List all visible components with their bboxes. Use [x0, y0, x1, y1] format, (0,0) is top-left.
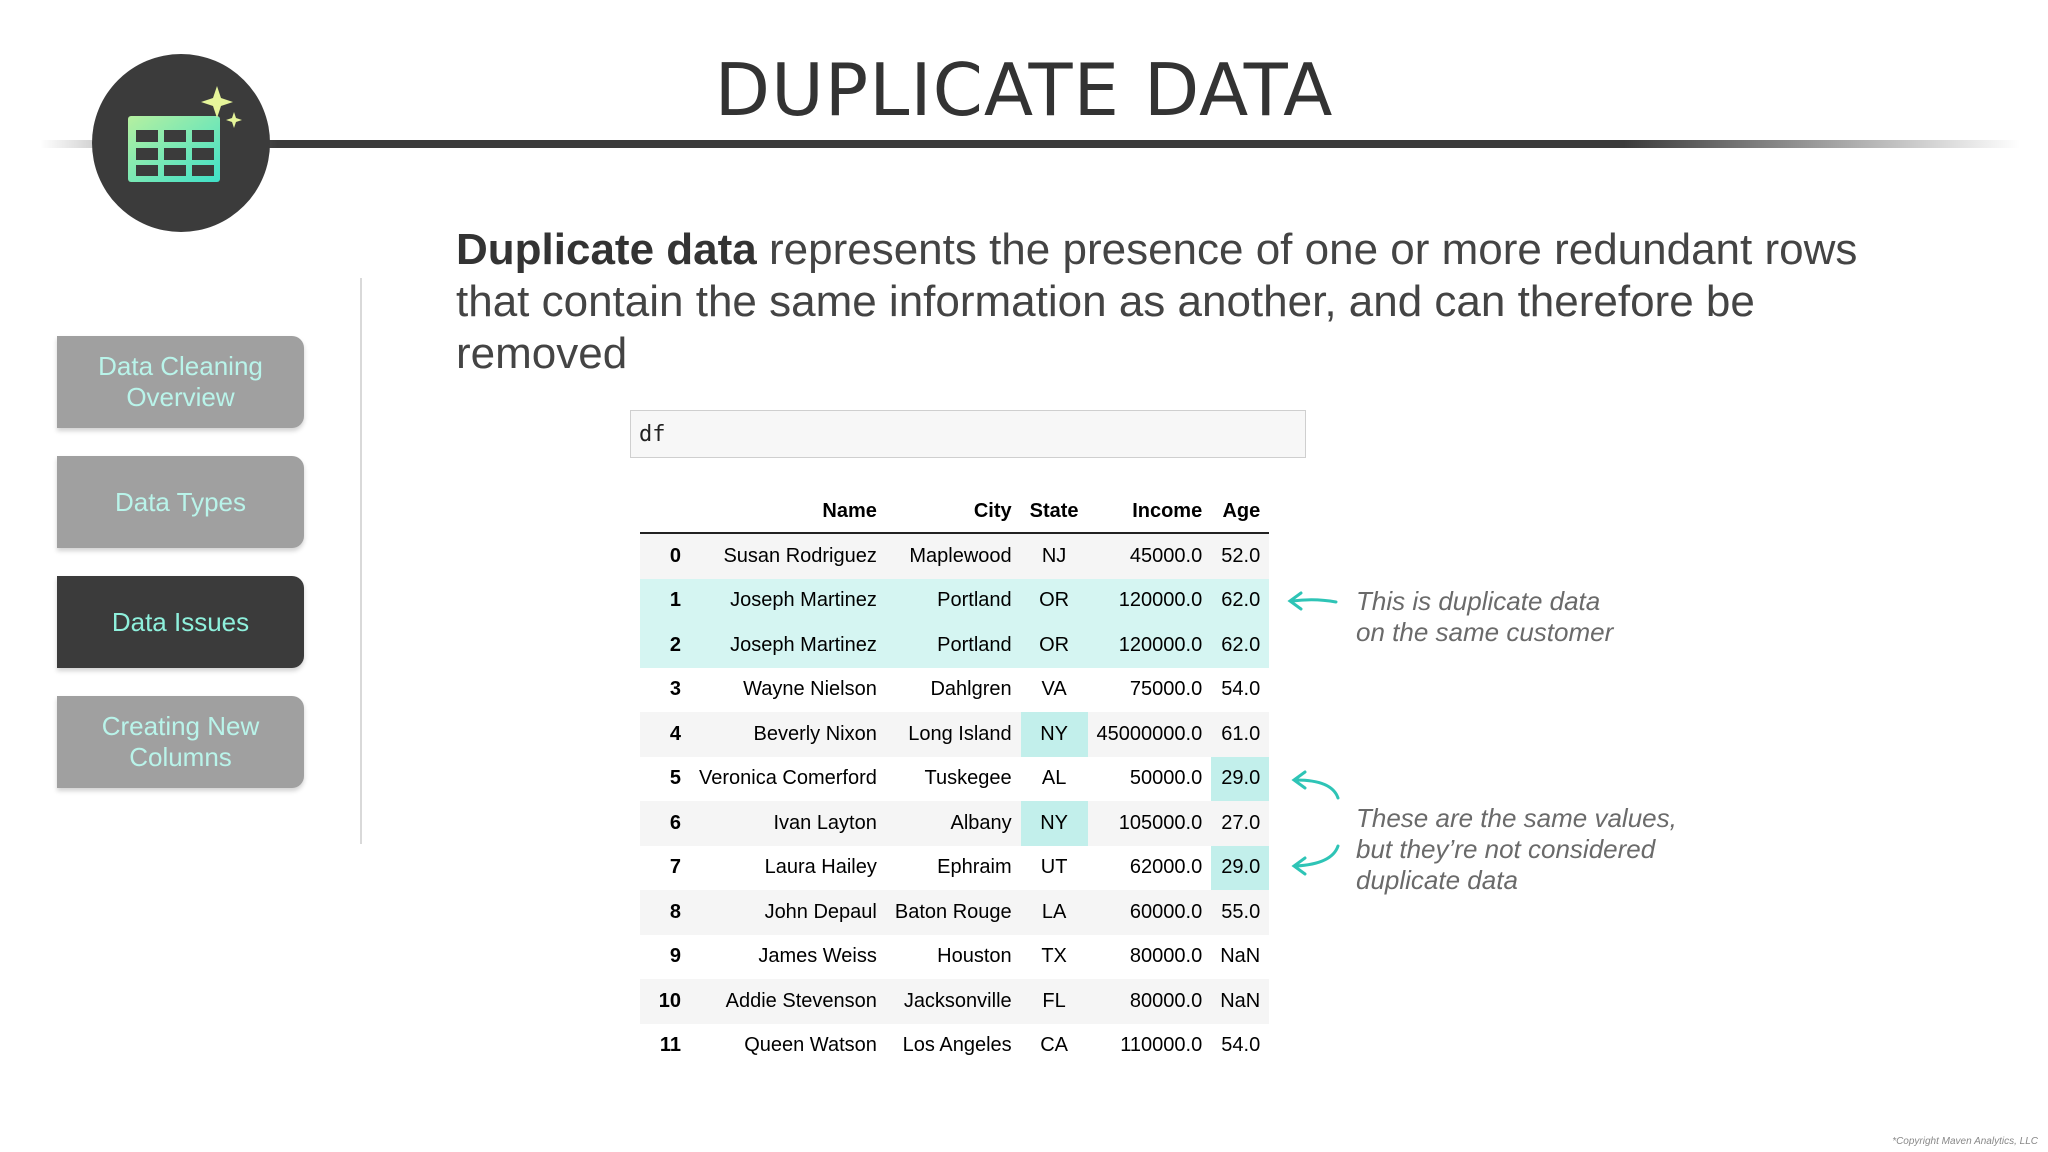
cell-state-highlighted: NY [1021, 801, 1088, 846]
nav-item-data-types[interactable] [57, 456, 304, 548]
cell-city: Jacksonville [886, 979, 1021, 1024]
cell-name: Laura Hailey [764, 856, 877, 879]
cell-state: LA [1021, 890, 1088, 935]
same-values-arrow-top-icon [1296, 780, 1338, 798]
note-line: These are the same values, [1356, 803, 1677, 833]
cell-income: 50000.0 [1129, 767, 1203, 790]
row-index: 6 [640, 801, 690, 846]
cell-name: Wayne Nielson [743, 678, 877, 701]
table-row [640, 935, 1269, 980]
cell-state: OR [1021, 579, 1088, 624]
intro-rest: represents the presence of one or more redundant rows that contain the same information as another, and can therefore be removed [456, 225, 1858, 378]
table-header-row [640, 490, 1269, 533]
nav-item-creating-new-columns[interactable] [57, 696, 304, 788]
same-values-arrowhead-bottom-icon [1294, 858, 1305, 874]
cell-age-highlighted: 29.0 [1211, 757, 1269, 802]
cell-income: 105000.0 [1088, 801, 1212, 846]
same-values-arrowhead-top-icon [1294, 772, 1305, 788]
cell-name: Veronica Comerford [699, 767, 877, 790]
column-header: City [973, 499, 1012, 522]
row-index: 7 [669, 856, 681, 879]
row-index: 0 [640, 533, 690, 579]
nav-item-label: Data Cleaning Overview [98, 351, 263, 412]
table-row [640, 979, 1269, 1024]
nav-item-data-issues[interactable] [57, 576, 304, 668]
nav-item-data-cleaning-overview[interactable] [57, 336, 304, 428]
duplicate-arrow-icon [1292, 600, 1336, 602]
cell-state: UT [1040, 856, 1068, 879]
note-line: This is duplicate data [1356, 586, 1601, 616]
cell-age: 62.0 [1211, 623, 1269, 668]
cell-age: 52.0 [1211, 533, 1269, 579]
cell-city: Portland [886, 623, 1021, 668]
cell-state: OR [1021, 623, 1088, 668]
row-index: 11 [659, 1034, 681, 1057]
cell-city: Dahlgren [930, 678, 1012, 701]
title-divider [40, 140, 2020, 148]
column-header: Age [1222, 499, 1261, 522]
cell-city: Baton Rouge [886, 890, 1021, 935]
cell-income: 120000.0 [1088, 579, 1212, 624]
column-header: Name [822, 499, 877, 522]
same-values-note [1356, 803, 1677, 896]
column-header: Income [1132, 499, 1203, 522]
intro-bold: Duplicate data [456, 225, 757, 274]
table-row [640, 757, 1269, 802]
row-index: 2 [640, 623, 690, 668]
cell-state: CA [1040, 1034, 1068, 1057]
duplicate-note [1356, 586, 1613, 648]
cell-name: John Depaul [690, 890, 886, 935]
cell-state: TX [1041, 945, 1067, 968]
table-row [640, 712, 1269, 757]
table-row [640, 668, 1269, 713]
cell-name: Ivan Layton [690, 801, 886, 846]
cell-age: 27.0 [1211, 801, 1269, 846]
row-index: 10 [640, 979, 690, 1024]
cell-age: 62.0 [1211, 579, 1269, 624]
cell-city: Albany [886, 801, 1021, 846]
cell-name: Joseph Martinez [690, 579, 886, 624]
code-input-cell[interactable]: df [630, 410, 1306, 458]
intro-text [456, 224, 1916, 380]
cell-income: 75000.0 [1129, 678, 1203, 701]
cell-name: Addie Stevenson [690, 979, 886, 1024]
column-header: State [1029, 499, 1079, 522]
cell-city: Houston [937, 945, 1012, 968]
cell-age: NaN [1220, 945, 1261, 968]
note-line: on the same customer [1356, 617, 1614, 647]
table-row [640, 533, 1269, 579]
row-index: 5 [669, 767, 681, 790]
cell-age: 55.0 [1211, 890, 1269, 935]
cell-age-highlighted: 29.0 [1211, 846, 1269, 891]
cell-age: NaN [1211, 979, 1269, 1024]
logo-badge [92, 54, 270, 232]
table-row-duplicate [640, 579, 1269, 624]
nav-item-label: Creating New Columns [101, 711, 260, 772]
cell-income: 60000.0 [1088, 890, 1212, 935]
cell-state: VA [1041, 678, 1067, 701]
same-values-arrow-bottom-icon [1296, 846, 1338, 866]
copyright-text: *Copyright Maven Analytics, LLC [1892, 1136, 2038, 1147]
cell-name: Susan Rodriguez [690, 533, 886, 579]
row-index: 8 [640, 890, 690, 935]
row-index: 4 [640, 712, 690, 757]
cell-state: FL [1021, 979, 1088, 1024]
cell-name: Queen Watson [744, 1034, 877, 1057]
cell-city: Portland [886, 579, 1021, 624]
cell-income: 45000.0 [1088, 533, 1212, 579]
dataframe-table [640, 490, 1269, 1068]
sidebar-divider [360, 278, 362, 844]
row-index: 1 [640, 579, 690, 624]
cell-income: 62000.0 [1129, 856, 1203, 879]
cell-city: Ephraim [937, 856, 1012, 879]
cell-income: 80000.0 [1129, 945, 1203, 968]
table-row [640, 801, 1269, 846]
cell-city: Long Island [886, 712, 1021, 757]
cell-state: AL [1041, 767, 1067, 790]
table-row-duplicate [640, 623, 1269, 668]
cell-age: 54.0 [1221, 1034, 1261, 1057]
note-line: duplicate data [1356, 865, 1518, 895]
cell-city: Los Angeles [902, 1034, 1012, 1057]
cell-state-highlighted: NY [1021, 712, 1088, 757]
cell-income: 45000000.0 [1088, 712, 1212, 757]
cell-income: 120000.0 [1088, 623, 1212, 668]
cell-city: Tuskegee [924, 767, 1012, 790]
cell-name: James Weiss [758, 945, 877, 968]
column-header [640, 490, 690, 533]
sparkle-table-icon [92, 54, 270, 232]
cell-income: 80000.0 [1088, 979, 1212, 1024]
cell-age: 61.0 [1211, 712, 1269, 757]
nav-item-label: Data Types [114, 486, 247, 517]
table-row [640, 846, 1269, 891]
table-row [640, 890, 1269, 935]
cell-state: NJ [1021, 533, 1088, 579]
row-index: 3 [669, 678, 681, 701]
cell-income: 110000.0 [1120, 1034, 1203, 1057]
cell-name: Beverly Nixon [690, 712, 886, 757]
slide-title: DUPLICATE DATA [714, 48, 1334, 132]
cell-age: 54.0 [1221, 678, 1261, 701]
note-line: but they’re not considered [1356, 834, 1656, 864]
row-index: 9 [669, 945, 681, 968]
duplicate-arrowhead-icon [1290, 593, 1301, 609]
table-row [640, 1024, 1269, 1069]
cell-name: Joseph Martinez [690, 623, 886, 668]
cell-city: Maplewood [886, 533, 1021, 579]
nav-item-label: Data Issues [111, 606, 250, 637]
